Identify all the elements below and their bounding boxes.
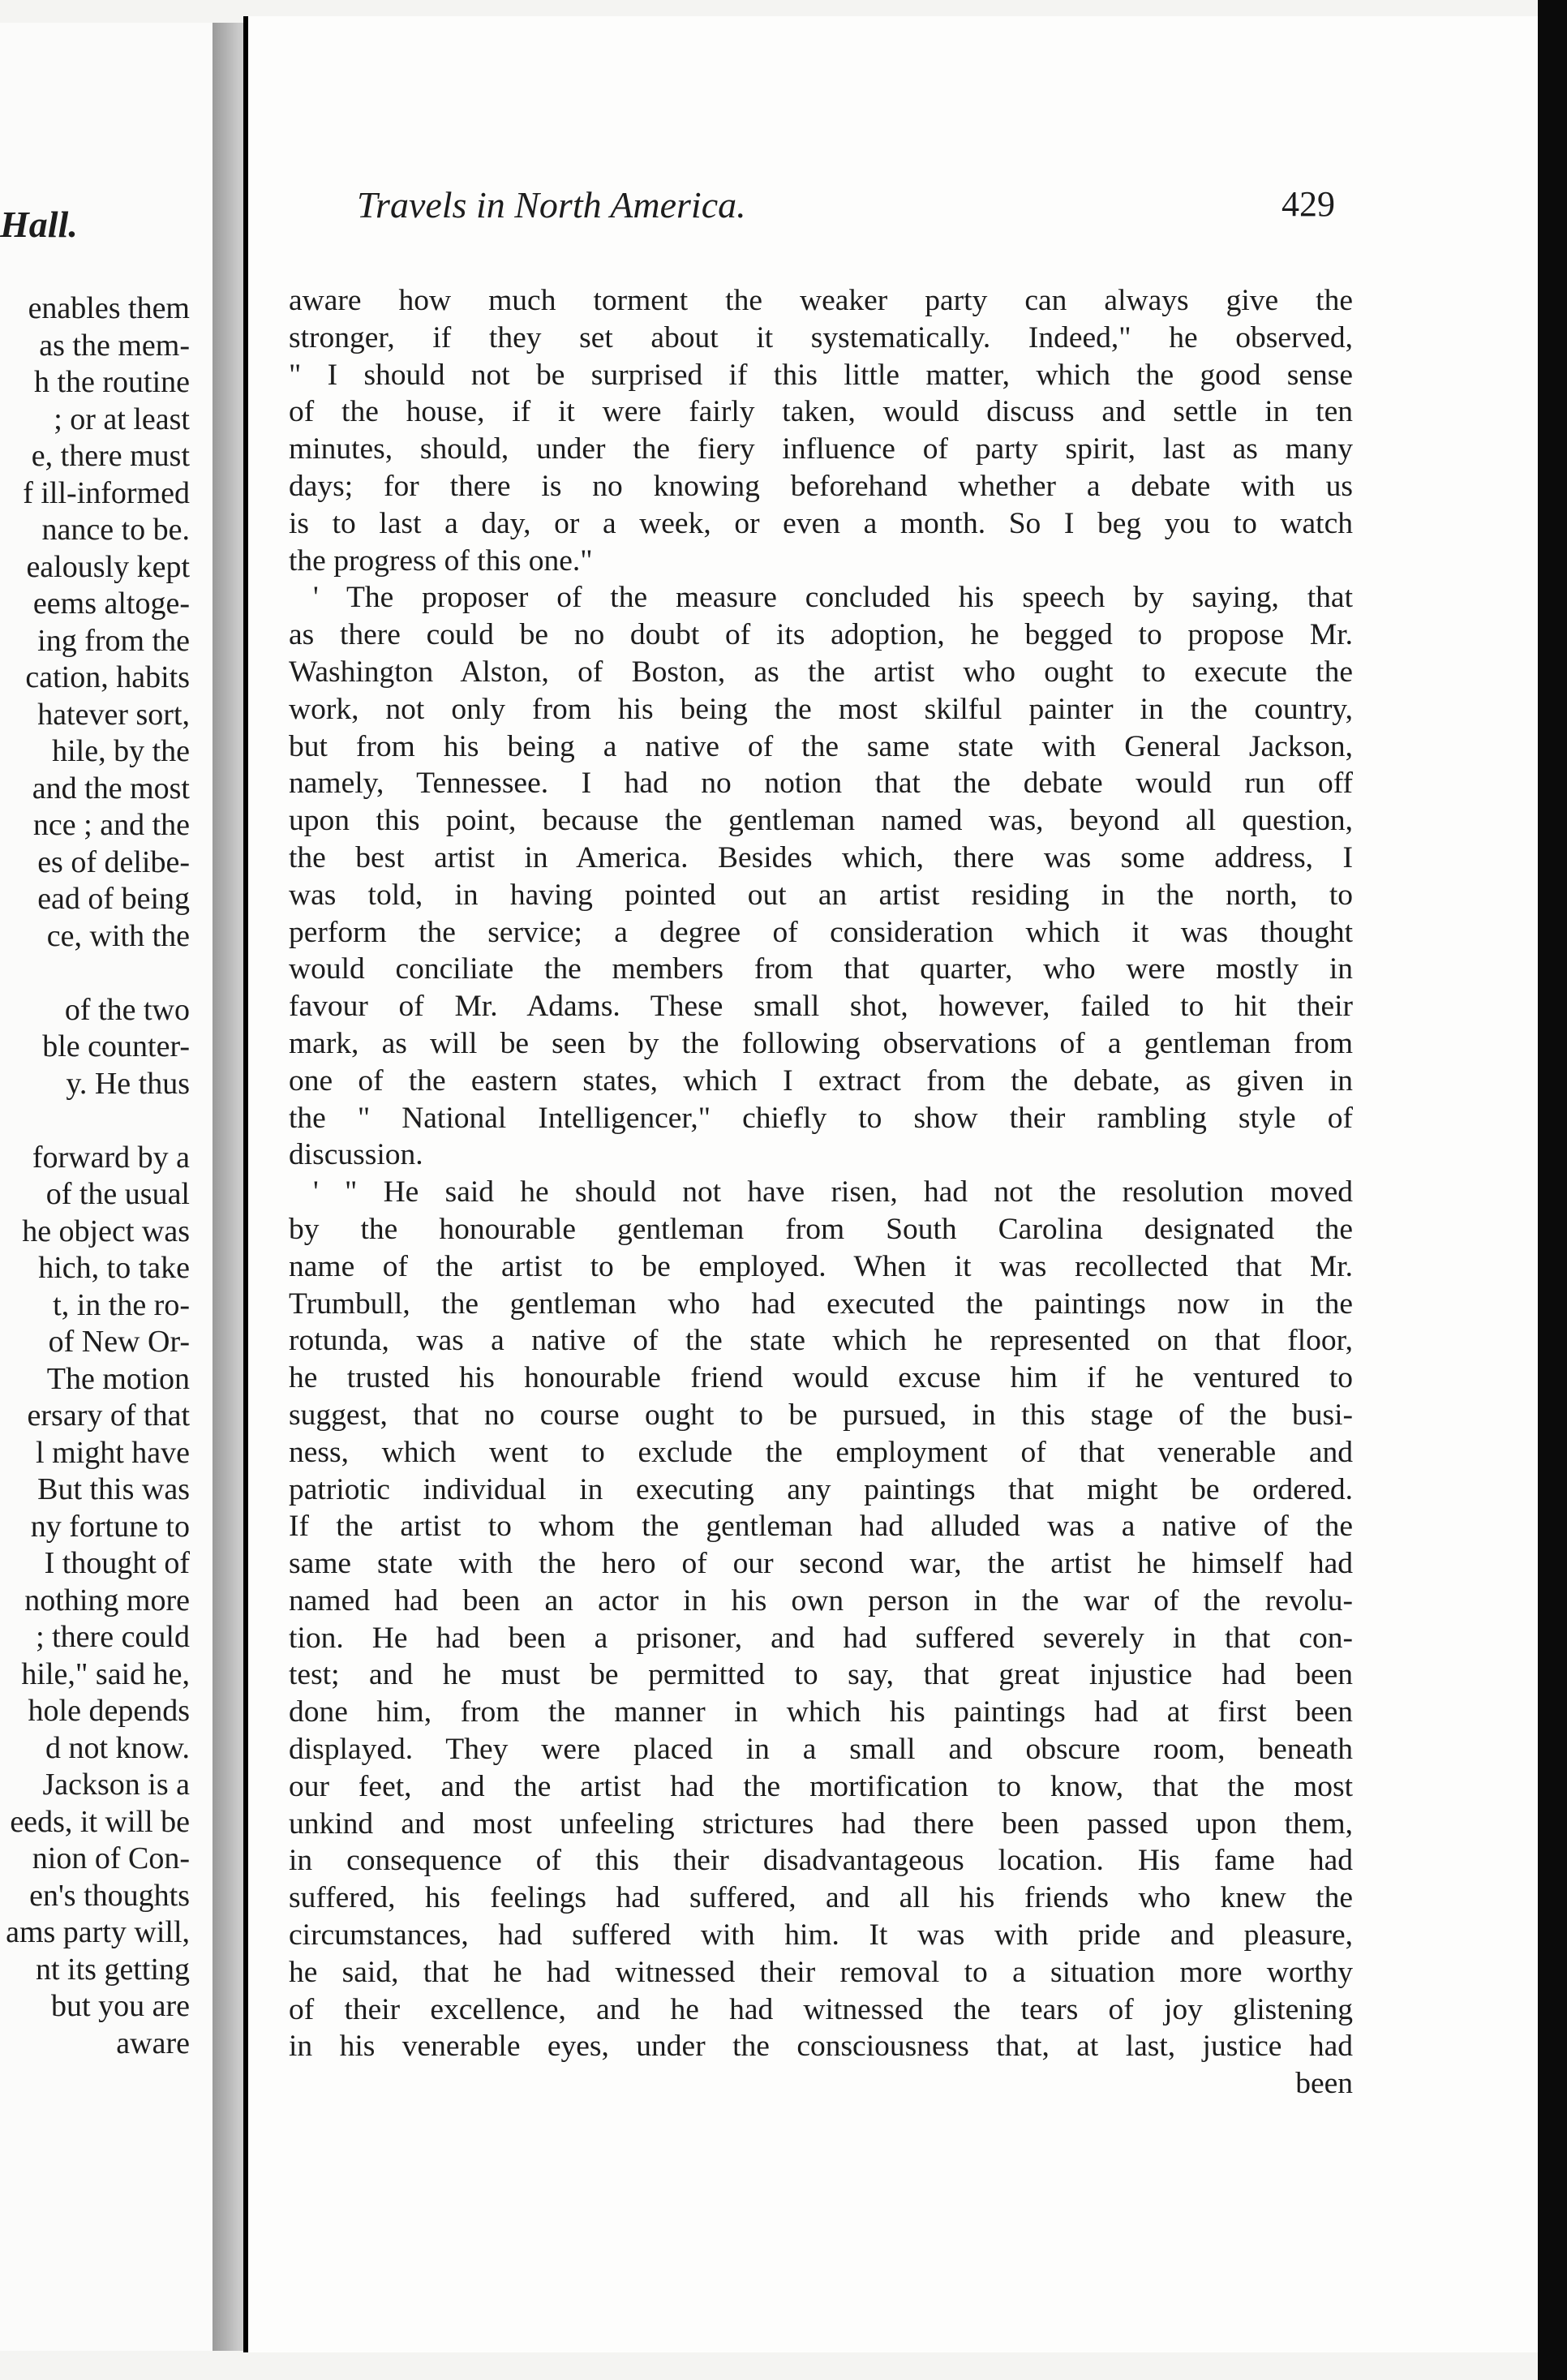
- scan-border: [1538, 0, 1567, 2380]
- text-line: minutes, should, under the fiery influence of party spirit, last as many: [289, 432, 1353, 466]
- text-line: he said, that he had witnessed their removal to a situation more worthy: [289, 1955, 1353, 1989]
- text-line: named had been an actor in his own person in the war of the revolu-: [289, 1583, 1353, 1617]
- text-line: circumstances, had suffered with him. It was with pride and pleasure,: [289, 1918, 1353, 1953]
- left-page-line: ble counter-: [42, 1029, 190, 1063]
- left-page-line: as the mem-: [39, 328, 190, 363]
- text-line: the progress of this one.": [289, 543, 593, 578]
- text-line: perform the service; a degree of consideration which it was thought: [289, 915, 1353, 949]
- text-line: namely, Tennessee. I had no notion that the debate would run off: [289, 767, 1353, 801]
- text-line: mark, as will be seen by the following observations of a gentleman from: [289, 1026, 1353, 1060]
- left-page-line: The motion: [46, 1361, 190, 1396]
- left-page-line: But this was: [37, 1472, 190, 1506]
- text-line: the " National Intelligencer," chiefly to show their rambling style of: [289, 1101, 1353, 1135]
- left-page-line: hich, to take: [38, 1251, 190, 1285]
- text-line: stronger, if they set about it systematically. Indeed," he observed,: [289, 320, 1353, 354]
- left-page-line: ead of being: [37, 882, 190, 916]
- left-page-line: ; or at least: [54, 402, 190, 436]
- left-page-line: hatever sort,: [37, 697, 190, 732]
- left-page-line: ealously kept: [26, 549, 190, 584]
- left-page-line: ing from the: [37, 623, 190, 658]
- text-line: discussion.: [289, 1138, 423, 1172]
- text-line: favour of Mr. Adams. These small shot, however, failed to hit their: [289, 990, 1353, 1024]
- left-page-text: [0, 290, 190, 2062]
- left-page-line: ce, with the: [46, 918, 190, 953]
- text-line: by the honourable gentleman from South Carolina designated the: [289, 1212, 1353, 1246]
- left-page-line: but you are: [51, 1989, 190, 2023]
- text-line: Washington Alston, of Boston, as the artist who ought to execute the: [289, 655, 1353, 689]
- left-page-line: ; there could: [36, 1620, 190, 1654]
- left-page-line: [0, 955, 190, 992]
- left-page-line: cation, habits: [25, 660, 190, 694]
- text-line: rotunda, was a native of the state which he represented on that floor,: [289, 1324, 1353, 1358]
- text-line: days; for there is no knowing beforehand whether a debate with us: [289, 469, 1353, 503]
- left-page-line: ny fortune to: [30, 1509, 190, 1544]
- left-page-line: nt its getting: [36, 1952, 190, 1987]
- left-page-line: y. He thus: [66, 1066, 190, 1101]
- facing-page-left: [0, 23, 213, 2351]
- page-number: 429: [1282, 184, 1335, 224]
- text-line: If the artist to whom the gentleman had alluded was a native of the: [289, 1510, 1353, 1544]
- text-line: test; and he must be permitted to say, that great injustice had been: [289, 1658, 1353, 1692]
- text-line: in his venerable eyes, under the consciousness that, at last, justice had: [289, 2030, 1353, 2064]
- left-page-line: nion of Con-: [32, 1841, 190, 1875]
- left-page-line: ersary of that: [27, 1398, 190, 1433]
- text-line: would conciliate the members from that quarter, who were mostly in: [289, 952, 1353, 986]
- left-page-line: hole depends: [28, 1694, 190, 1728]
- left-page-line: aware: [116, 2026, 190, 2060]
- text-line: in consequence of this their disadvantageous location. His fame had: [289, 1844, 1353, 1878]
- text-line: displayed. They were placed in a small and obscure room, beneath: [289, 1733, 1353, 1767]
- text-line: ' " He said he should not have risen, had not the resolution moved: [313, 1175, 1353, 1209]
- text-line: patriotic individual in executing any paintings that might be ordered.: [289, 1472, 1353, 1506]
- left-page-line: l might have: [36, 1435, 190, 1470]
- left-page-line: e, there must: [31, 439, 190, 473]
- left-page-line: nance to be.: [41, 513, 190, 547]
- left-page-line: he object was: [22, 1214, 190, 1248]
- text-line: ' The proposer of the measure concluded his speech by saying, that: [313, 581, 1353, 615]
- text-line: our feet, and the artist had the mortification to know, that the most: [289, 1769, 1353, 1803]
- left-page-line: h the routine: [33, 365, 190, 399]
- text-line: " I should not be surprised if this little matter, which the good sense: [289, 358, 1353, 392]
- left-page-line: of New Or-: [48, 1325, 190, 1359]
- left-page-line: d not know.: [45, 1730, 190, 1765]
- left-page-line: of the usual: [45, 1177, 190, 1211]
- text-line: upon this point, because the gentleman named was, beyond all question,: [289, 804, 1353, 838]
- left-page-line: and the most: [32, 771, 190, 806]
- left-page-line: Jackson is a: [42, 1768, 190, 1802]
- body-text: [289, 282, 1353, 2103]
- text-line: name of the artist to be employed. When it was recollected that Mr.: [289, 1249, 1353, 1283]
- left-page-line: of the two: [64, 992, 190, 1027]
- text-line: Trumbull, the gentleman who had executed the paintings now in the: [289, 1287, 1353, 1321]
- text-line: of the house, if it were fairly taken, would discuss and settle in ten: [289, 395, 1353, 429]
- left-page-line: forward by a: [32, 1140, 190, 1175]
- left-page-line: hile, by the: [52, 734, 190, 768]
- text-line: he trusted his honourable friend would excuse him if he ventured to: [289, 1361, 1353, 1395]
- left-page-line: eeds, it will be: [10, 1804, 190, 1839]
- left-page-line: ams party will,: [6, 1915, 190, 1949]
- left-page-line: hile," said he,: [21, 1656, 190, 1691]
- left-page-line: nce ; and the: [32, 808, 190, 842]
- left-running-head: Hall.: [0, 204, 78, 245]
- text-line: ness, which went to exclude the employment of that venerable and: [289, 1435, 1353, 1469]
- text-line: is to last a day, or a week, or even a month. So I beg you to watch: [289, 506, 1353, 540]
- left-page-line: I thought of: [44, 1546, 190, 1580]
- text-line: as there could be no doubt of its adoption, he begged to propose Mr.: [289, 618, 1353, 652]
- text-line: work, not only from his being the most skilful painter in the country,: [289, 692, 1353, 726]
- text-line: of their excellence, and he had witnessed the tears of joy glistening: [289, 1992, 1353, 2026]
- left-page-line: t, in the ro-: [53, 1287, 190, 1322]
- text-line: unkind and most unfeeling strictures had there been passed upon them,: [289, 1806, 1353, 1841]
- running-head: Travels in North America.: [357, 184, 746, 226]
- left-page-line: f ill-informed: [23, 475, 190, 510]
- left-page-line: [0, 1102, 190, 1140]
- text-line: aware how much torment the weaker party can always give the: [289, 284, 1353, 317]
- text-line: the best artist in America. Besides which, there was some address, I: [289, 840, 1353, 874]
- catchword: been: [1295, 2067, 1353, 2101]
- text-line: done him, from the manner in which his paintings had at first been: [289, 1695, 1353, 1729]
- text-line: was told, in having pointed out an artist residing in the north, to: [289, 878, 1353, 912]
- text-line: but from his being a native of the same state with General Jackson,: [289, 729, 1353, 763]
- left-page-line: en's thoughts: [29, 1878, 190, 1913]
- left-page-line: nothing more: [24, 1583, 190, 1617]
- left-page-line: es of delibe-: [37, 844, 190, 879]
- left-page-line: enables them: [28, 291, 190, 325]
- text-line: one of the eastern states, which I extract from the debate, as given in: [289, 1063, 1353, 1098]
- text-line: suffered, his feelings had suffered, and all his friends who knew the: [289, 1881, 1353, 1915]
- text-line: same state with the hero of our second war, the artist he himself had: [289, 1547, 1353, 1581]
- text-line: suggest, that no course ought to be pursued, in this stage of the busi-: [289, 1398, 1353, 1432]
- left-page-line: eems altoge-: [32, 586, 190, 621]
- text-line: tion. He had been a prisoner, and had suffered severely in that con-: [289, 1621, 1353, 1655]
